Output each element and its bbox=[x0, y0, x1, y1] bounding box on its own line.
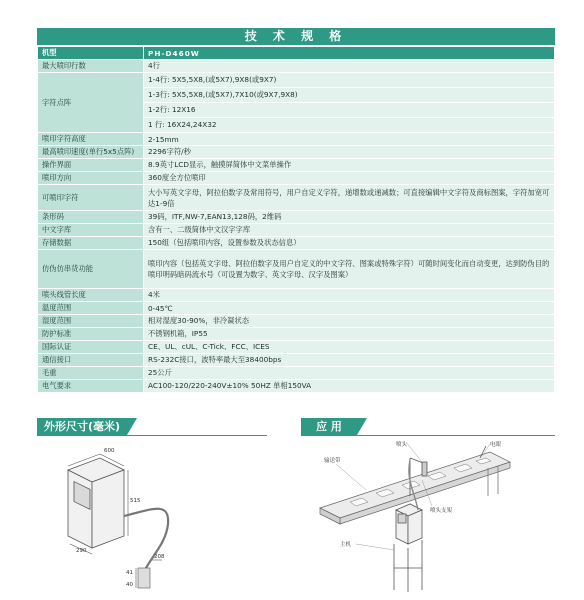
spec-value: CE、UL、cUL、C-Tick、FCC、ICES bbox=[144, 341, 555, 354]
spec-table bbox=[37, 46, 555, 393]
dimension-label-40: 40 bbox=[126, 582, 133, 588]
spec-value: 8.9英寸LCD显示，触摸屏简体中文菜单操作 bbox=[144, 159, 555, 172]
dimension-label-290: 290 bbox=[76, 548, 87, 554]
dimensions-divider bbox=[37, 435, 267, 436]
label-nozzle-bracket: 喷头支架 bbox=[430, 508, 453, 514]
spec-value: 360度全方位喷印 bbox=[144, 172, 555, 185]
table-row bbox=[38, 341, 555, 354]
spec-label: 电气要求 bbox=[38, 380, 144, 393]
table-row bbox=[38, 60, 555, 73]
table-row bbox=[38, 328, 555, 341]
table-row bbox=[38, 224, 555, 237]
spec-label: 中文字库 bbox=[38, 224, 144, 237]
table-row bbox=[38, 237, 555, 250]
application-section-title: 应 用 bbox=[301, 418, 357, 435]
spec-label: 防护标准 bbox=[38, 328, 144, 341]
spec-label: 条形码 bbox=[38, 211, 144, 224]
spec-value: RS-232C接口，波特率最大至38400bps bbox=[144, 354, 555, 367]
label-photo-eye: 电眼 bbox=[490, 442, 502, 448]
spec-label: 操作界面 bbox=[38, 159, 144, 172]
label-conveyor: 输送带 bbox=[324, 458, 341, 464]
table-row bbox=[38, 367, 555, 380]
spec-label: 温度范围 bbox=[38, 302, 144, 315]
spec-value: 25公斤 bbox=[144, 367, 555, 380]
spec-label: 可喷印字符 bbox=[38, 185, 144, 211]
spec-label: 国际认证 bbox=[38, 341, 144, 354]
application-divider bbox=[301, 435, 555, 436]
spec-value: 4行 bbox=[144, 60, 555, 73]
spec-value: 1-2行: 12X16 bbox=[144, 103, 555, 118]
table-row bbox=[38, 315, 555, 328]
spec-label: 喷印方向 bbox=[38, 172, 144, 185]
spec-value: PH-D460W bbox=[144, 47, 555, 60]
spec-label: 毛重 bbox=[38, 367, 144, 380]
table-row bbox=[38, 133, 555, 146]
spec-value: 1 行: 16X24,24X32 bbox=[144, 118, 555, 133]
table-row bbox=[38, 73, 555, 88]
dimensions-section-title: 外形尺寸(毫米) bbox=[37, 418, 127, 435]
table-row bbox=[38, 185, 555, 211]
spec-value: 相对湿度30-90%，非冷凝状态 bbox=[144, 315, 555, 328]
spec-title: 技 术 规 格 bbox=[37, 28, 555, 45]
dimension-label-515: 515 bbox=[130, 498, 141, 504]
spec-value: 0-45℃ bbox=[144, 302, 555, 315]
spec-label: 喷印字符高度 bbox=[38, 133, 144, 146]
table-row bbox=[38, 47, 555, 60]
spec-label: 机型 bbox=[38, 47, 144, 60]
spec-label: 字符点阵 bbox=[38, 73, 144, 133]
label-host: 主机 bbox=[340, 542, 352, 548]
spec-value: 150组（包括喷印内容，设置参数及状态信息） bbox=[144, 237, 555, 250]
spec-value: 不锈钢机箱，IP55 bbox=[144, 328, 555, 341]
spec-label: 仿伪仿串货功能 bbox=[38, 250, 144, 289]
dimension-label-41: 41 bbox=[126, 570, 133, 576]
application-drawing bbox=[310, 440, 555, 595]
table-row bbox=[38, 289, 555, 302]
spec-label: 喷头线管长度 bbox=[38, 289, 144, 302]
dimension-drawing bbox=[40, 440, 220, 590]
spec-value: 喷印内容（包括英文字母、阿拉伯数字及用户自定义的中文字符、图案或特殊字符）可随时间变化而自动变更，达到防伪目的 喷印明码暗码流水号（可设置为数字、英文字母、汉字及图案） bbox=[144, 250, 555, 289]
spec-value: 含有一、二级简体中文汉字字库 bbox=[144, 224, 555, 237]
spec-value: 1-3行: 5X5,5X8,(或5X7),7X10(或9X7,9X8) bbox=[144, 88, 555, 103]
label-nozzle: 喷头 bbox=[396, 442, 408, 448]
table-row bbox=[38, 211, 555, 224]
table-row bbox=[38, 172, 555, 185]
dimension-label-600: 600 bbox=[104, 448, 115, 454]
spec-label: 最高喷印速度(单行5x5点阵) bbox=[38, 146, 144, 159]
spec-label: 通信接口 bbox=[38, 354, 144, 367]
spec-label: 湿度范围 bbox=[38, 315, 144, 328]
spec-value: AC100-120/220-240V±10% 50HZ 单相150VA bbox=[144, 380, 555, 393]
table-row bbox=[38, 159, 555, 172]
spec-value: 39码，ITF,NW-7,EAN13,128码，2维码 bbox=[144, 211, 555, 224]
spec-value: 2296字符/秒 bbox=[144, 146, 555, 159]
spec-value: 4米 bbox=[144, 289, 555, 302]
spec-label: 最大喷印行数 bbox=[38, 60, 144, 73]
spec-value: 1-4行: 5X5,5X8,(或5X7),9X8(或9X7) bbox=[144, 73, 555, 88]
spec-label: 存储数据 bbox=[38, 237, 144, 250]
printer-cabinet-illustration bbox=[68, 458, 124, 548]
table-row bbox=[38, 302, 555, 315]
table-row bbox=[38, 354, 555, 367]
table-row bbox=[38, 380, 555, 393]
table-row bbox=[38, 250, 555, 289]
printer-on-stand-illustration bbox=[394, 504, 422, 592]
table-row bbox=[38, 146, 555, 159]
spec-value: 2-15mm bbox=[144, 133, 555, 146]
spec-value: 大小写英文字母，阿拉伯数字及常用符号，用户自定义字符，递增数或递减数；可直接编辑中文字符及商标图案，字符加宽可达1-9倍 bbox=[144, 185, 555, 211]
dimension-label-208: 208 bbox=[154, 554, 165, 560]
